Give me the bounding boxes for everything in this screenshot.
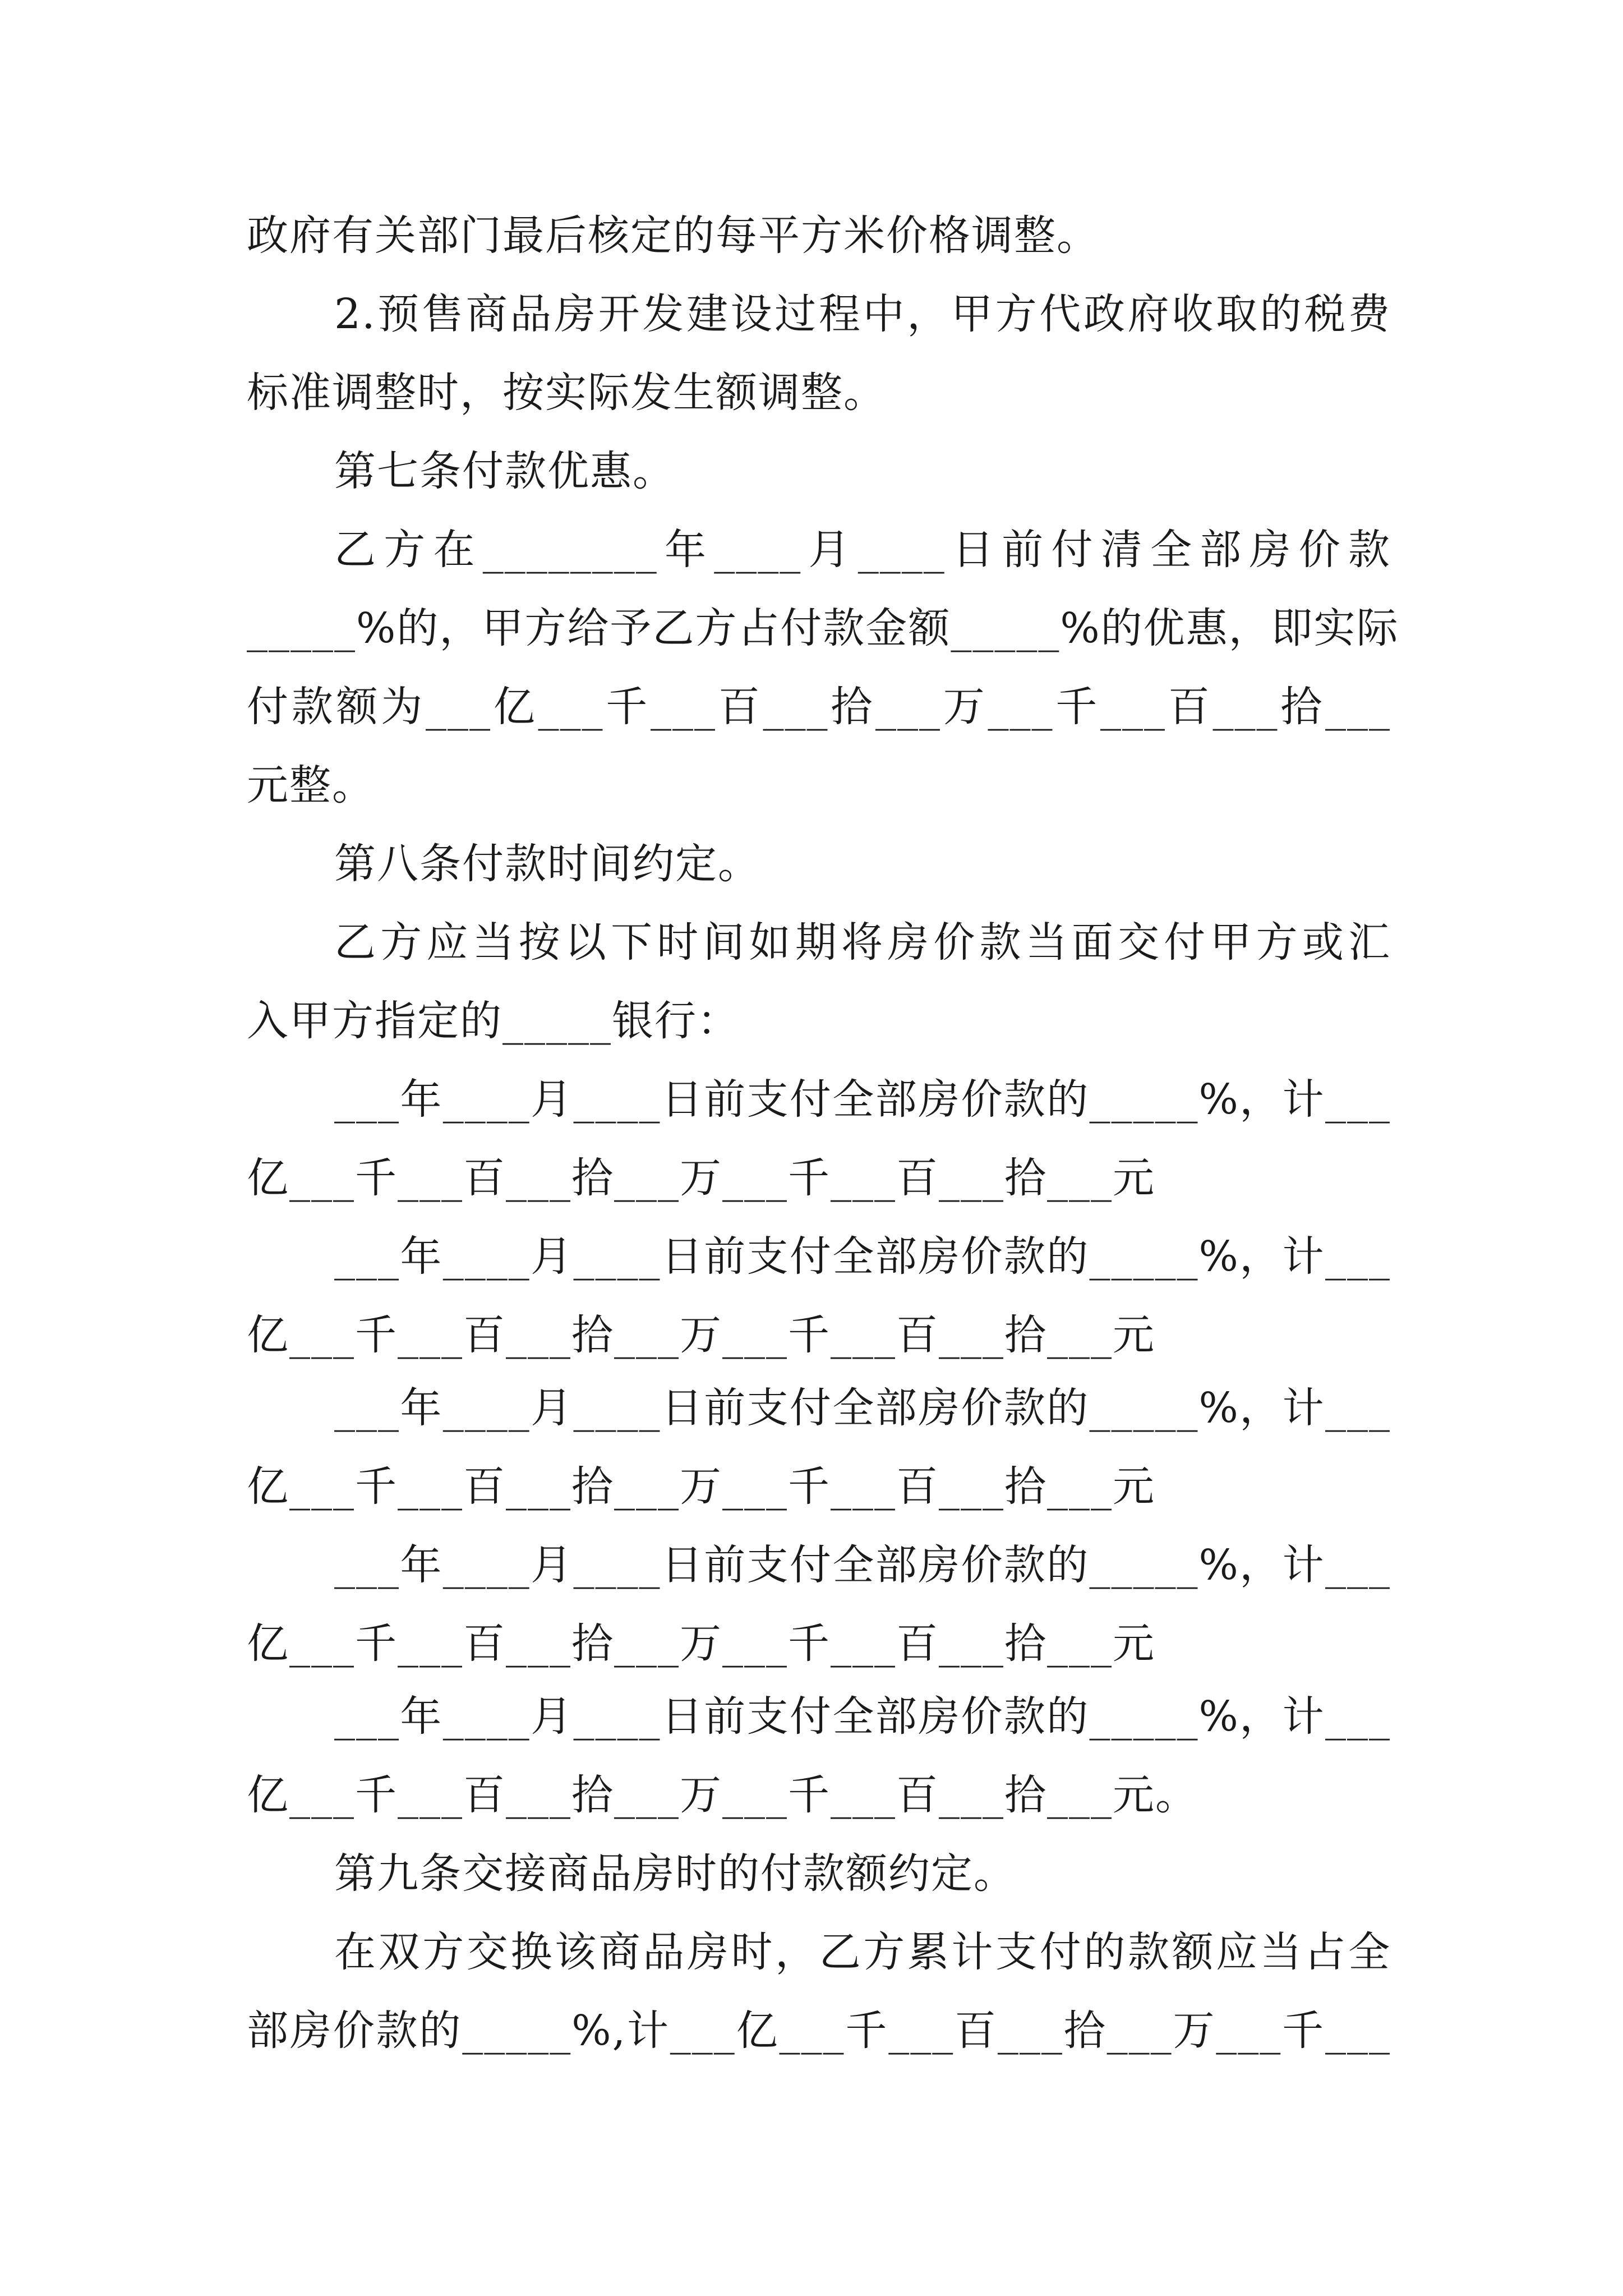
text-line: 付款额为___亿___千___百___拾___万___千___百___拾___ <box>247 683 1391 731</box>
text-line: 在双方交换该商品房时，乙方累计支付的款额应当占全 <box>334 1928 1391 1976</box>
amount-line: 亿___千___百___拾___万___千___百___拾___元 <box>247 1154 1155 1202</box>
amount-line: 亿___千___百___拾___万___千___百___拾___元 <box>247 1462 1155 1511</box>
amount-line: 亿___千___百___拾___万___千___百___拾___元 <box>247 1619 1155 1668</box>
amount-line: 亿___千___百___拾___万___千___百___拾___元 <box>247 1311 1155 1359</box>
article-heading: 第九条交接商品房时的付款额约定。 <box>334 1849 1016 1898</box>
payment-line: ___年____月____日前支付全部房价款的_____%，计___ <box>334 1384 1391 1432</box>
payment-line: ___年____月____日前支付全部房价款的_____%，计___ <box>334 1232 1391 1281</box>
payment-line: ___年____月____日前支付全部房价款的_____%，计___ <box>334 1075 1391 1124</box>
text-line: 部房价款的_____%,计___亿___千___百___拾___万___千___ <box>247 2007 1391 2055</box>
text-line: 元整。 <box>247 761 375 809</box>
article-heading: 第八条付款时间约定。 <box>334 840 760 888</box>
payment-line: ___年____月____日前支付全部房价款的_____%，计___ <box>334 1541 1391 1589</box>
text-line: 入甲方指定的_____银行： <box>247 997 740 1045</box>
payment-line: ___年____月____日前支付全部房价款的_____%，计___ <box>334 1692 1391 1741</box>
text-line: _____%的，甲方给予乙方占付款金额_____%的优惠，即实际 <box>247 604 1399 652</box>
article-heading: 第七条付款优惠。 <box>334 447 675 495</box>
text-line: 标准调整时，按实际发生额调整。 <box>247 369 886 417</box>
text-line: 乙方在________年____月____日前付清全部房价款 <box>334 526 1391 574</box>
amount-line: 亿___千___百___拾___万___千___百___拾___元。 <box>247 1771 1198 1819</box>
text-line: 2.预售商品房开发建设过程中，甲方代政府收取的税费 <box>334 290 1391 338</box>
text-line: 乙方应当按以下时间如期将房价款当面交付甲方或汇 <box>334 918 1391 967</box>
text-line: 政府有关部门最后核定的每平方米价格调整。 <box>247 211 1099 260</box>
